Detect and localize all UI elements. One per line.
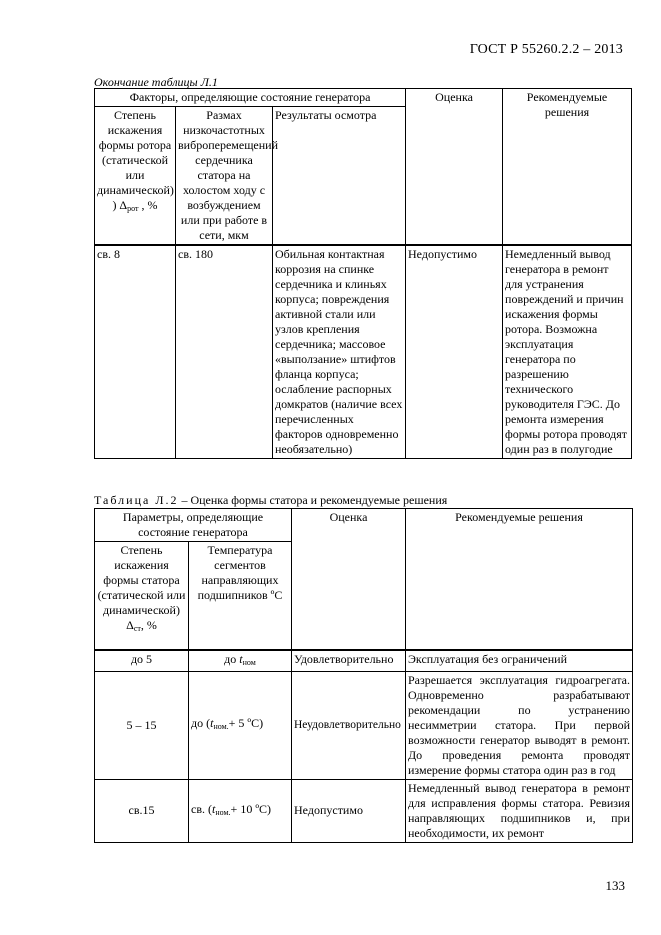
table1-col-rating: Оценка: [406, 89, 503, 246]
table1-col-inspection-results: Результаты осмотра: [273, 107, 406, 246]
table-row: [95, 671, 633, 779]
table2-cell-solution: Эксплуатация без ограничений: [406, 650, 633, 672]
table1-cell-solution: Немедленный вывод генератора в ремонт для устранения повреждений и причин искажения формы ротора. Возможна эксплуатация генератора по разрешению технического руководителя ГЭС. До ремонта измерения формы ротора проводят один раз в полугодие: [503, 245, 632, 459]
table2-cell-degree: св.15: [95, 779, 189, 842]
table1-cell-rating: Недопустимо: [406, 245, 503, 459]
document-standard-header: ГОСТ Р 55260.2.2 – 2013: [469, 42, 623, 57]
table2-cell-temperature: до $t_{ном}$: [189, 650, 292, 672]
table1-group-header: Факторы, определяющие состояние генератора: [95, 89, 406, 107]
table-l1-continuation: [94, 88, 632, 459]
table2-col-stator-degree: Степень искажения формы статора (статической или динамической) $\Delta_{ст}$, %: [95, 542, 189, 650]
table2-cell-temperature: св. ($t_{ном.}+ 10$ ºС): [189, 779, 292, 842]
table2-cell-rating: Недопустимо: [292, 779, 406, 842]
table2-group-header: Параметры, определяющие состояние генератора: [95, 509, 292, 542]
table1-cell-degree: св. 8: [95, 245, 176, 459]
table2-cell-solution: Разрешается эксплуатация гидроагрегата. Одновременно разрабатывают рекомендации по устранению несимметрии статора. При первой возможности генератор выводят в ремонт. До проведения ремонта проводят измерение формы статора один раз в год: [406, 671, 633, 779]
table1-col-rotor-degree: Степень искажения формы ротора (статической или динамической) ) $\Delta_{рот}$ , %: [95, 107, 176, 246]
table-row: [95, 650, 633, 672]
table2-cell-rating: Неудовлетворительно: [292, 671, 406, 779]
table2-col-solutions: Рекомендуемые решения: [406, 509, 633, 650]
table2-cell-rating: Удовлетворительно: [292, 650, 406, 672]
table1-cell-vibration: св. 180: [176, 245, 273, 459]
table2-col-bearing-temperature: Температура сегментов направляющих подшипников ºС: [189, 542, 292, 650]
table-l2-stator-shape: [94, 508, 633, 843]
table2-cell-solution: Немедленный вывод генератора в ремонт для исправления формы статора. Ревизия направляющих подшипников и, при необходимости, их ремонт: [406, 779, 633, 842]
table2-cell-degree: до 5: [95, 650, 189, 672]
table1-col-vibration: Размах низкочастотных виброперемещений сердечника статора на холостом ходу с возбуждением или при работе в сети, мкм: [176, 107, 273, 246]
table-row: [95, 779, 633, 842]
page-number: 133: [605, 878, 625, 893]
table1-col-solutions: Рекомендуемые решения: [503, 89, 632, 246]
table2-cell-degree: 5 – 15: [95, 671, 189, 779]
table1-cell-results: Обильная контактная коррозия на спинке сердечника и клиньях корпуса; повреждения активной стали или узлов крепления сердечника; массовое «выползание» штифтов фланца корпуса; ослабление распорных домкратов (наличие всех перечисленных факторов одновременно необязательно): [273, 245, 406, 459]
table1-caption: Окончание таблицы Л.1: [94, 75, 218, 89]
table2-cell-temperature: до ($t_{ном.}+ 5$ ºС): [189, 671, 292, 779]
table2-col-rating: Оценка: [292, 509, 406, 650]
table2-caption: Таблица Л.2 – Оценка формы статора и рекомендуемые решения: [94, 493, 448, 507]
